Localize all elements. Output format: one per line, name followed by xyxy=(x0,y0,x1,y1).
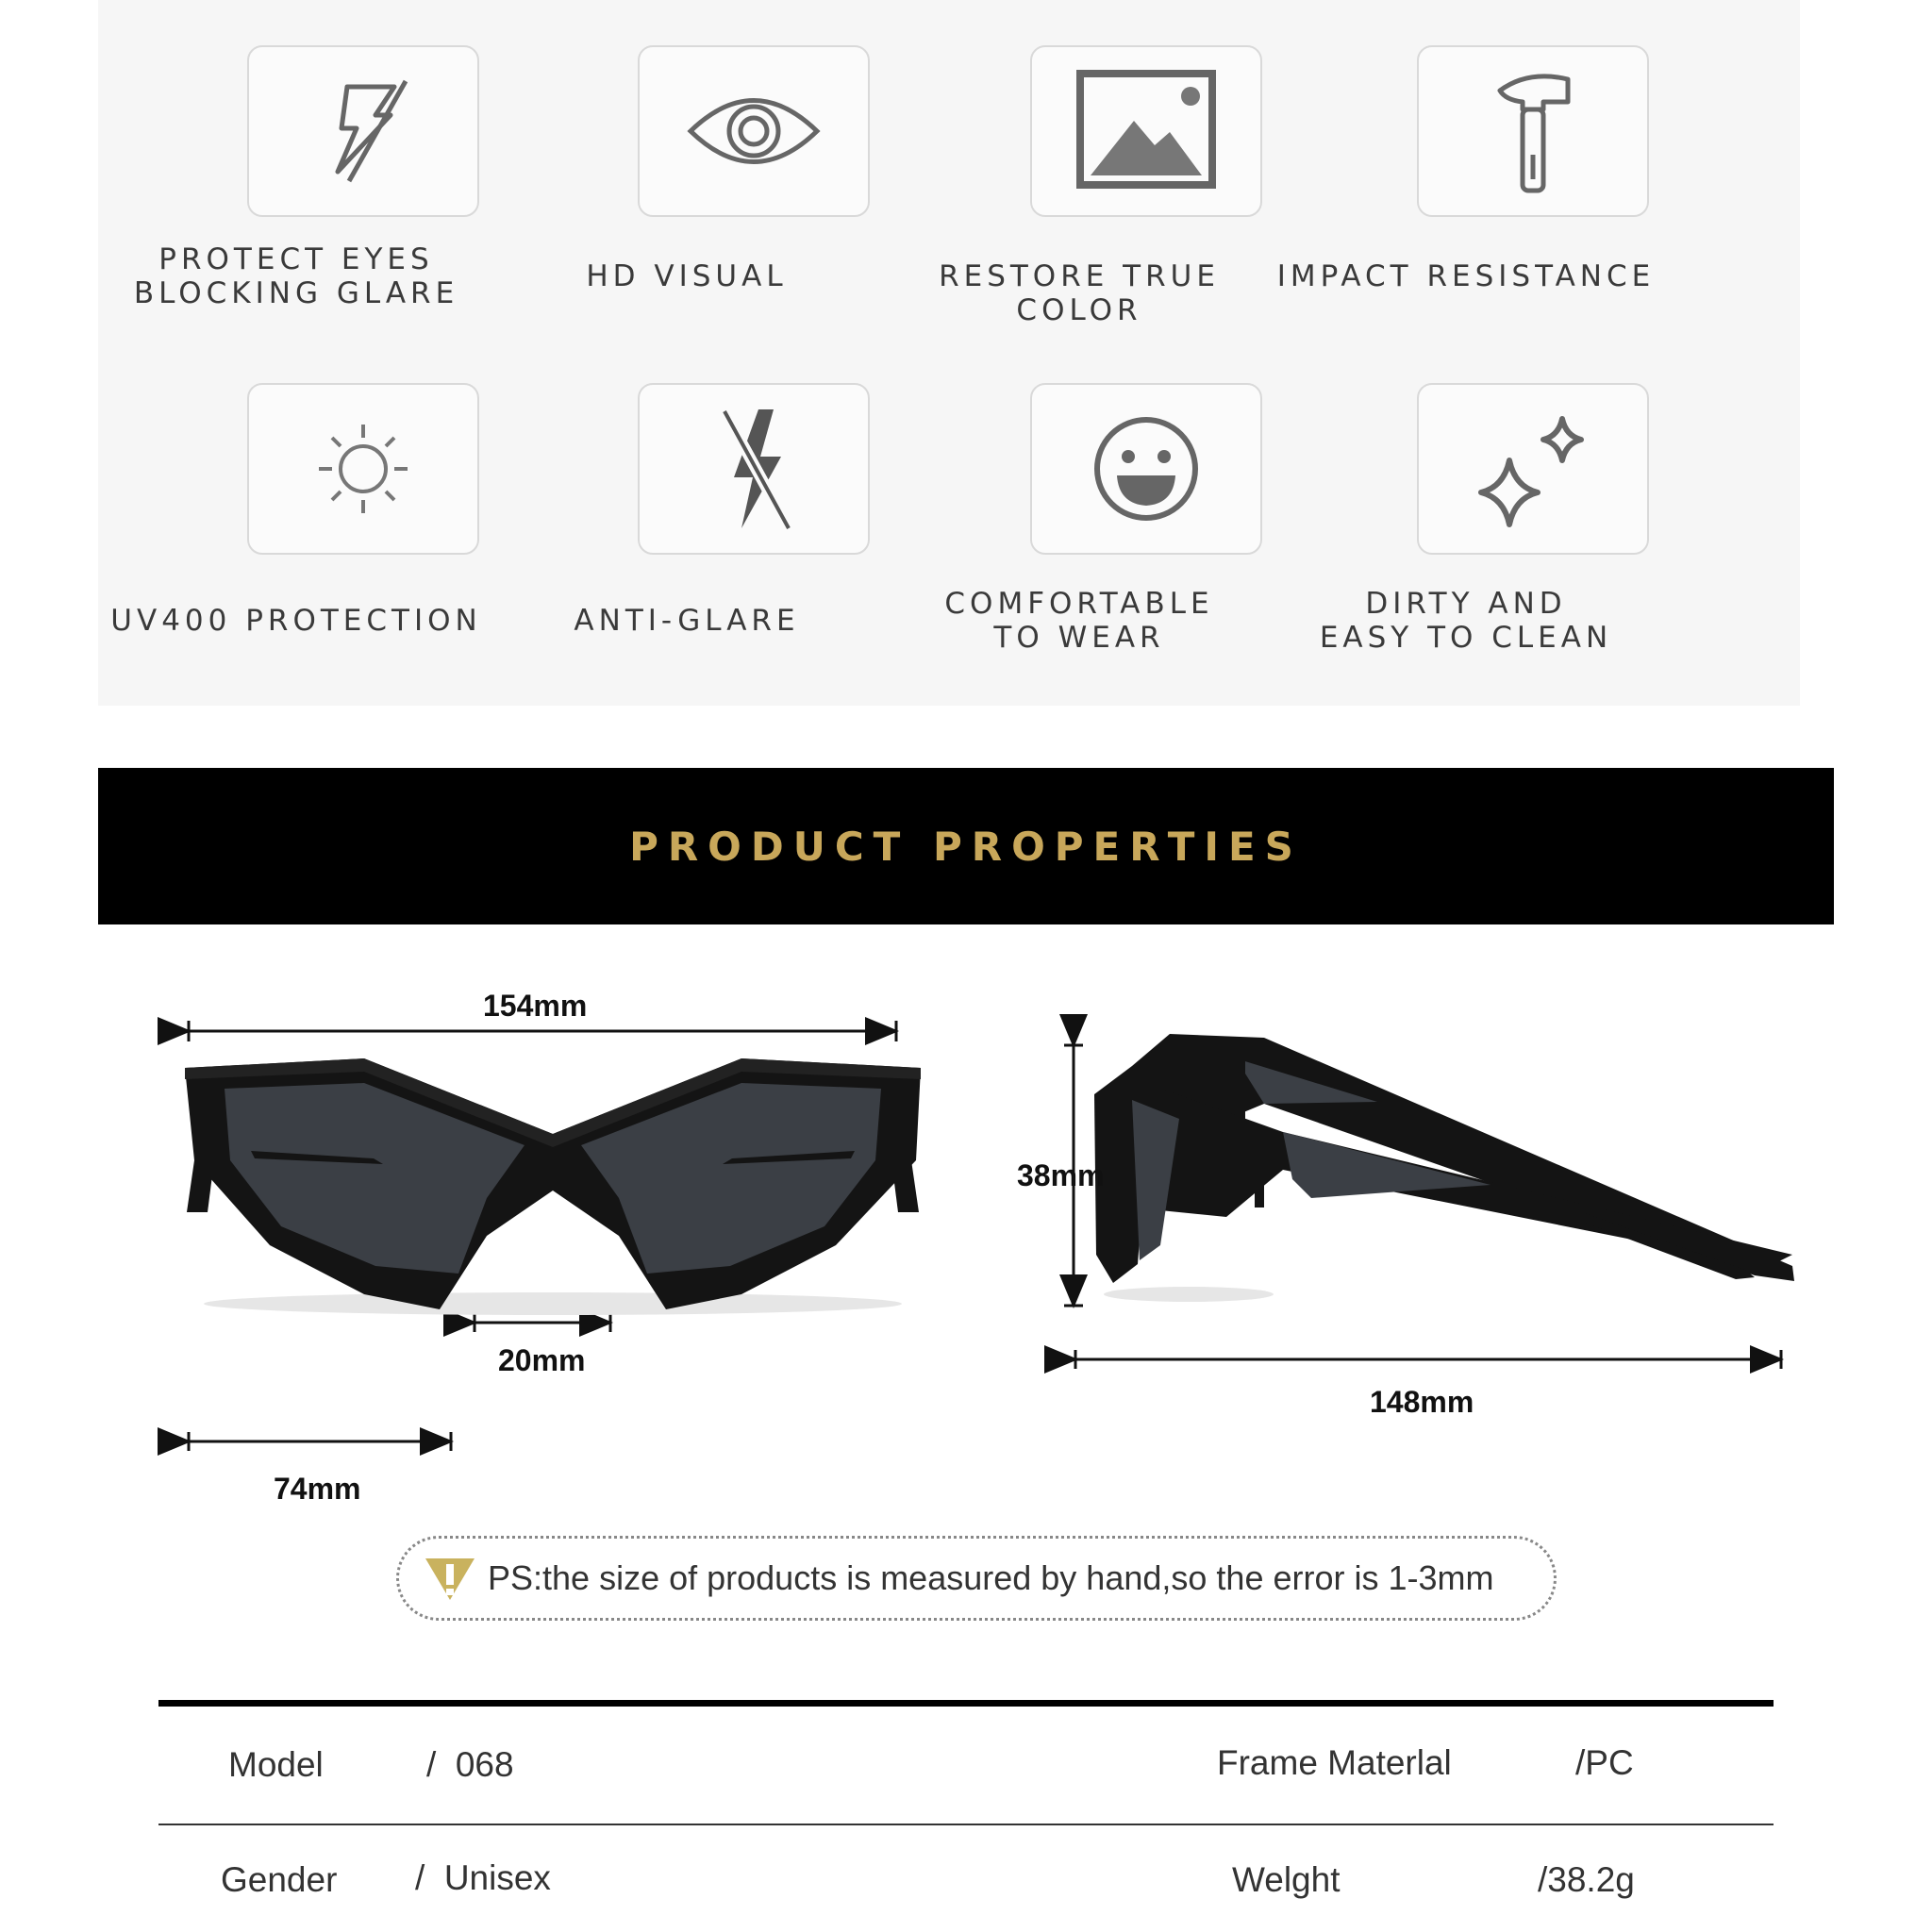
feature-label: RESTORE TRUE COLOR xyxy=(939,259,1220,327)
feature-label: UV400 PROTECTION xyxy=(110,604,482,638)
note-text: PS:the size of products is measured by hand,so the error is 1-3mm xyxy=(488,1558,1494,1597)
banner-title: PRODUCT PROPERTIES xyxy=(629,823,1303,870)
spec-material-label: Frame Materlal xyxy=(1217,1743,1452,1782)
feature-label: COMFORTABLE TO WEAR xyxy=(944,587,1214,655)
spec-gender-label: Gender xyxy=(221,1860,338,1899)
spec-gender-value: / Unisex xyxy=(415,1858,551,1897)
feature-label: ANTI-GLARE xyxy=(574,604,800,638)
feature-label: DIRTY AND EASY TO CLEAN xyxy=(1319,587,1613,655)
warning-icon xyxy=(424,1555,476,1602)
spec-material-value: /PC xyxy=(1575,1743,1634,1782)
feature-label: IMPACT RESISTANCE xyxy=(1276,259,1656,293)
spec-weight-value: /38.2g xyxy=(1538,1860,1635,1899)
spec-table-divider xyxy=(158,1824,1774,1825)
spec-model-value: / 068 xyxy=(426,1745,514,1784)
dim-lens-height: 38mm xyxy=(1017,1158,1105,1192)
measurement-note xyxy=(396,1536,1557,1621)
spec-table-top-rule xyxy=(158,1700,1774,1707)
spec-model-label: Model xyxy=(228,1745,324,1784)
spec-weight-label: Welght xyxy=(1232,1860,1341,1899)
dim-total-width: 154mm xyxy=(483,989,588,1023)
glasses-side-view xyxy=(1094,1028,1802,1311)
feature-label: HD VISUAL xyxy=(586,259,788,293)
dim-lens-width: 74mm xyxy=(274,1472,361,1506)
feature-label: PROTECT EYES BLOCKING GLARE xyxy=(133,242,459,310)
glasses-front-view xyxy=(175,1047,930,1349)
dim-temple-length: 148mm xyxy=(1370,1385,1474,1419)
dim-bridge: 20mm xyxy=(498,1343,586,1377)
